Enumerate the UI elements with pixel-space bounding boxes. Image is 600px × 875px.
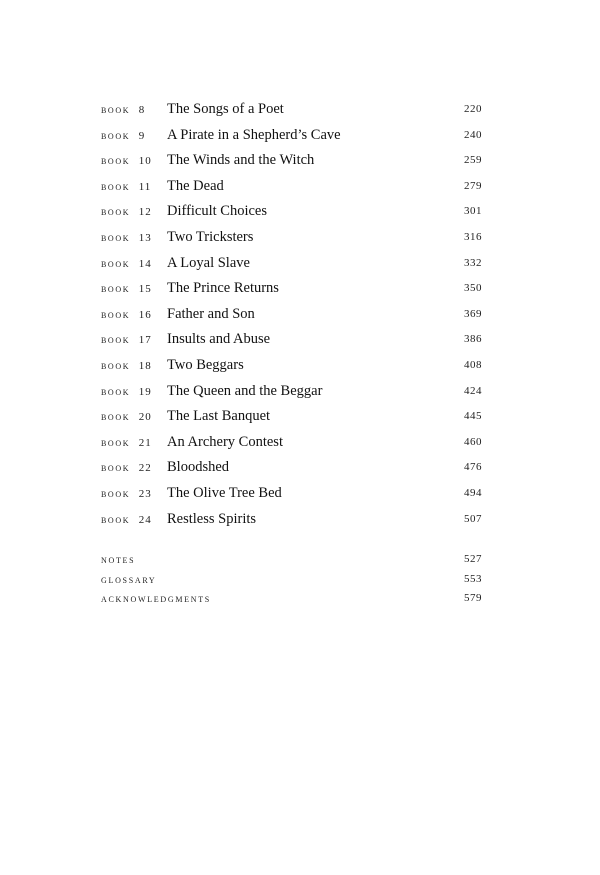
chapter-title: The Winds and the Witch — [167, 152, 315, 169]
page-number: 259 — [464, 154, 482, 167]
chapter-title: A Loyal Slave — [167, 254, 250, 271]
back-matter-entry[interactable] — [0, 549, 600, 569]
chapter-title: The Last Banquet — [167, 408, 271, 425]
page-number: 507 — [464, 512, 482, 525]
book-word: book — [101, 102, 131, 116]
chapter-title: Bloodshed — [167, 459, 230, 476]
book-number: 21 — [138, 436, 152, 449]
toc-entry[interactable] — [0, 326, 600, 352]
chapter-title: Two Beggars — [167, 357, 244, 373]
chapter-title: A Pirate in a Shepherd’s Cave — [167, 126, 341, 143]
book-number: 24 — [138, 513, 152, 526]
page-number: 240 — [464, 128, 482, 141]
book-number: 17 — [138, 334, 152, 347]
chapter-title: Difficult Choices — [167, 203, 268, 220]
book-word: book — [101, 306, 131, 321]
book-label — [101, 301, 152, 328]
chapter-title: The Queen and the Beggar — [167, 382, 323, 399]
book-number: 23 — [138, 488, 152, 500]
chapter-title: Restless Spirits — [167, 510, 257, 527]
book-number: 11 — [138, 180, 152, 193]
book-number: 13 — [138, 232, 152, 244]
book-word: book — [101, 486, 131, 500]
book-word: book — [101, 281, 131, 296]
chapter-title: The Songs of a Poet — [167, 101, 284, 117]
toc-entry[interactable] — [0, 275, 600, 301]
book-label — [101, 122, 145, 149]
book-number: 9 — [138, 129, 146, 142]
book-label — [101, 326, 152, 353]
book-label — [101, 454, 152, 481]
page-number: 369 — [464, 307, 482, 320]
toc-entry[interactable] — [0, 224, 600, 250]
back-matter-entry[interactable] — [0, 588, 600, 608]
page-number: 494 — [464, 487, 482, 499]
page-number: 408 — [464, 359, 482, 371]
book-label — [101, 275, 152, 302]
book-word: book — [101, 460, 131, 475]
toc-entry[interactable] — [0, 378, 600, 404]
chapter-title: An Archery Contest — [167, 433, 283, 450]
book-number: 18 — [138, 360, 152, 372]
page-number: 332 — [464, 256, 482, 269]
toc-entry[interactable] — [0, 352, 600, 378]
book-word: book — [101, 255, 131, 270]
book-number: 16 — [138, 308, 152, 321]
toc-entry[interactable] — [0, 147, 600, 173]
book-label — [101, 96, 145, 123]
page-number: 476 — [464, 461, 482, 474]
back-matter-title: glossary — [101, 571, 157, 586]
book-label — [101, 352, 152, 379]
back-matter-entry[interactable] — [0, 569, 600, 589]
book-label — [101, 429, 152, 456]
chapter-title: The Prince Returns — [167, 280, 279, 297]
book-word: book — [101, 332, 131, 347]
toc-entry[interactable] — [0, 198, 600, 224]
chapter-title: The Dead — [167, 177, 224, 194]
book-number: 19 — [138, 385, 152, 398]
toc-entry[interactable] — [0, 480, 600, 506]
page-number: 527 — [464, 553, 482, 565]
book-word: book — [101, 409, 131, 424]
page-number: 579 — [464, 592, 482, 605]
book-word: book — [101, 127, 131, 142]
page-number: 460 — [464, 435, 482, 448]
chapter-title: The Olive Tree Bed — [167, 485, 282, 501]
book-word: book — [101, 383, 131, 398]
book-word: book — [101, 178, 131, 193]
book-label — [101, 480, 152, 507]
back-matter-title: notes — [101, 552, 136, 566]
book-number: 15 — [138, 283, 152, 296]
book-word: book — [101, 511, 131, 526]
book-word: book — [101, 153, 131, 168]
page-number: 445 — [464, 410, 482, 423]
page-number: 279 — [464, 179, 482, 192]
back-matter-title: acknowledgments — [101, 591, 211, 606]
book-label — [101, 224, 152, 251]
book-number: 20 — [138, 411, 152, 424]
book-label — [101, 250, 152, 277]
book-number: 10 — [138, 155, 152, 168]
toc-entry[interactable] — [0, 403, 600, 429]
page-number: 386 — [464, 333, 482, 346]
chapter-title: Two Tricksters — [167, 229, 254, 245]
book-label — [101, 403, 152, 430]
book-label — [101, 506, 152, 533]
book-number: 22 — [138, 462, 152, 475]
page-number: 220 — [464, 103, 482, 115]
toc-entry[interactable] — [0, 454, 600, 480]
book-word: book — [101, 204, 131, 219]
page-number: 424 — [464, 384, 482, 397]
toc-entry[interactable] — [0, 122, 600, 148]
book-number: 14 — [138, 257, 152, 270]
page-number: 301 — [464, 205, 482, 218]
book-number: 12 — [138, 206, 152, 219]
toc-entry[interactable] — [0, 506, 600, 532]
book-word: book — [101, 358, 131, 372]
toc-entry[interactable] — [0, 301, 600, 327]
chapter-title: Father and Son — [167, 305, 255, 322]
toc-entry[interactable] — [0, 96, 600, 122]
chapter-title: Insults and Abuse — [167, 331, 271, 348]
page-number: 316 — [464, 231, 482, 243]
book-label — [101, 173, 151, 200]
toc-entry[interactable] — [0, 173, 600, 199]
book-label — [101, 378, 152, 405]
toc-entry[interactable] — [0, 250, 600, 276]
book-label — [101, 198, 152, 225]
book-number: 8 — [138, 104, 146, 116]
page-number: 350 — [464, 282, 482, 295]
page-number: 553 — [464, 572, 482, 585]
book-word: book — [101, 230, 131, 244]
book-word: book — [101, 434, 131, 449]
toc-entry[interactable] — [0, 429, 600, 455]
book-label — [101, 147, 152, 174]
